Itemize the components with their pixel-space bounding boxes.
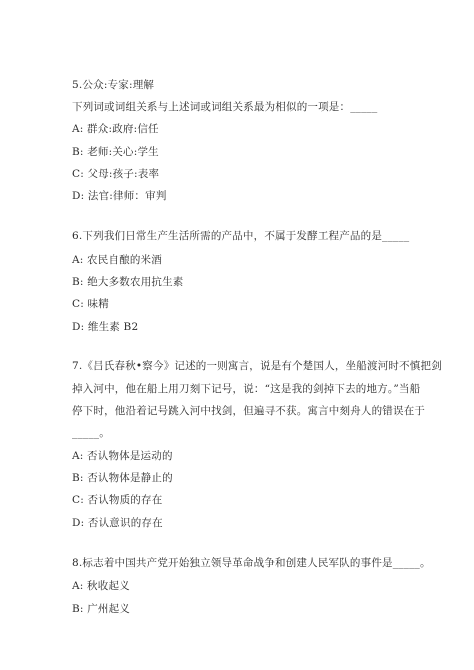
q8-option-b: B: 广州起义 (72, 603, 130, 615)
q5-stem-1: 5.公众:专家:理解 (72, 79, 155, 91)
q6-option-c: C: 味精 (72, 298, 109, 310)
q5-option-d: D: 法官:律师：审判 (72, 190, 167, 202)
q6-option-b: B: 绝大多数农用抗生素 (72, 276, 184, 288)
q5-stem-2: 下列词或词组关系与上述词或词组关系最为相似的一项是：_____ (72, 101, 378, 113)
q7-stem-4: _____。 (72, 427, 110, 439)
q7-stem-1: 7.《吕氏春秋•察今》记述的一则寓言，说是有个楚国人，坐船渡河时不慎把剑 (72, 360, 442, 372)
q7-stem-3: 停下时，他沿着记号跳入河中找剑，但遍寻不获。寓言中刻舟人的错误在于 (72, 405, 426, 417)
q5-option-c: C: 父母:孩子:表率 (72, 168, 160, 180)
q7-option-a: A: 否认物体是运动的 (72, 450, 173, 462)
q6-stem: 6.下列我们日常生产生活所需的产品中，不属于发酵工程产品的是_____ (72, 230, 410, 242)
q7-option-b: B: 否认物体是静止的 (72, 472, 173, 484)
q7-option-d: D: 否认意识的存在 (72, 517, 163, 529)
q8-option-a: A: 秋收起义 (72, 580, 130, 592)
q7-stem-2: 掉入河中，他在船上用刀刻下记号，说：“这是我的剑掉下去的地方。”当船 (72, 383, 421, 395)
q8-stem: 8.标志着中国共产党开始独立领导革命战争和创建人民军队的事件是_____。 (72, 557, 431, 569)
q6-option-d: D: 维生素 B2 (72, 321, 139, 333)
q5-option-a: A: 群众:政府:信任 (72, 123, 159, 135)
q5-option-b: B: 老师:关心:学生 (72, 146, 159, 158)
q6-option-a: A: 农民自酿的米酒 (72, 254, 162, 266)
q7-option-c: C: 否认物质的存在 (72, 494, 163, 506)
